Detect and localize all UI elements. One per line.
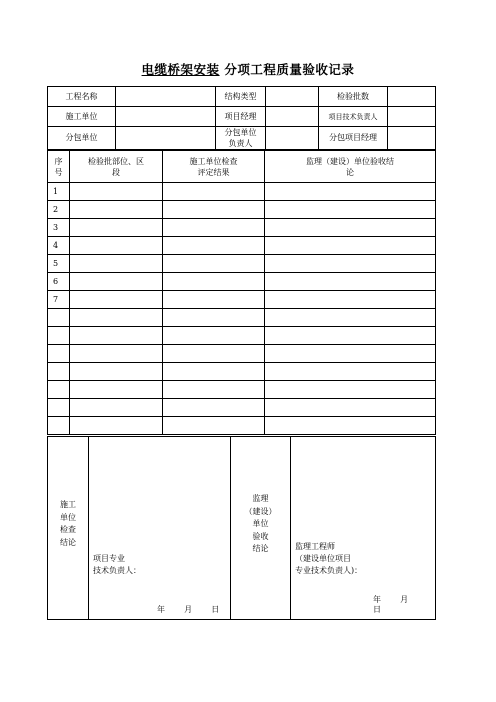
- row-contractor-check[interactable]: [163, 273, 265, 291]
- row-supervisor-result[interactable]: [265, 291, 436, 309]
- page-title: [0, 60, 496, 78]
- row-supervisor-result[interactable]: [265, 417, 436, 435]
- row-contractor-check[interactable]: [163, 201, 265, 219]
- label-project-name: 工程名称: [48, 87, 116, 107]
- row-seq: [48, 345, 70, 363]
- row-supervisor-result[interactable]: [265, 201, 436, 219]
- value-batch-count[interactable]: [388, 87, 436, 107]
- row-seq: 1: [48, 183, 70, 201]
- contractor-signatory: [93, 553, 141, 577]
- header-contractor-check: [163, 151, 265, 183]
- row-seq: [48, 417, 70, 435]
- supervisor-label-line: 单位: [252, 519, 269, 528]
- value-sub-lead[interactable]: [266, 127, 319, 150]
- table-row: [48, 219, 436, 237]
- supervisor-signatory: [295, 541, 362, 577]
- row-contractor-check[interactable]: [163, 381, 265, 399]
- label-batch-count: 检验批数: [319, 87, 388, 107]
- table-row: [48, 183, 436, 201]
- contractor-label-line: 结论: [60, 537, 76, 547]
- row-supervisor-result[interactable]: [265, 255, 436, 273]
- row-batch-part[interactable]: [70, 309, 163, 327]
- row-contractor-check[interactable]: [163, 291, 265, 309]
- table-row: [48, 201, 436, 219]
- row-contractor-check[interactable]: [163, 237, 265, 255]
- row-supervisor-result[interactable]: [265, 273, 436, 291]
- contractor-sign-line: 项目专业: [93, 554, 125, 563]
- supervisor-conclusion-cell[interactable]: [291, 437, 436, 620]
- row-supervisor-result[interactable]: [265, 327, 436, 345]
- supervisor-sign-line: 监理工程师: [295, 542, 335, 551]
- date-day: 日: [373, 605, 381, 614]
- header-supervisor-result-text: 监理（建设）单位验收结论: [306, 156, 394, 177]
- contractor-date: [157, 605, 219, 615]
- row-batch-part[interactable]: [70, 363, 163, 381]
- row-contractor-check[interactable]: [163, 219, 265, 237]
- row-supervisor-result[interactable]: [265, 363, 436, 381]
- table-row: [48, 363, 436, 381]
- row-batch-part[interactable]: [70, 219, 163, 237]
- table-row: [48, 237, 436, 255]
- supervisor-label-line: 监理: [252, 494, 269, 503]
- row-contractor-check[interactable]: [163, 345, 265, 363]
- title-suffix: 分项工程质量验收记录: [224, 62, 355, 77]
- row-seq: [48, 327, 70, 345]
- row-seq: 5: [48, 255, 70, 273]
- row-seq: [48, 381, 70, 399]
- row-seq: 7: [48, 291, 70, 309]
- label-subcontractor: 分包单位: [48, 127, 116, 150]
- value-subcontractor[interactable]: [116, 127, 216, 150]
- row-seq: [48, 309, 70, 327]
- label-project-manager: 项目经理: [216, 107, 266, 127]
- sub-lead-text: 分包单位负责人: [224, 128, 257, 148]
- item-rows: [48, 183, 436, 435]
- table-row: [48, 327, 436, 345]
- row-batch-part[interactable]: [70, 291, 163, 309]
- contractor-sign-line: 技术负责人：: [93, 566, 141, 575]
- signature-table: [47, 436, 436, 620]
- header-batch-part-text: 检验批部位、区段: [88, 156, 144, 177]
- supervisor-sign-line: （建设单位项目: [295, 554, 351, 563]
- supervisor-label-line: 验收: [252, 531, 269, 541]
- contractor-label-line: 施工: [60, 500, 76, 509]
- contractor-label-line: 检查: [60, 525, 76, 534]
- value-tech-lead[interactable]: [388, 107, 436, 127]
- contractor-label-cell: [48, 437, 89, 620]
- date-month: 月: [400, 595, 409, 604]
- date-month: 月: [184, 605, 193, 614]
- header-supervisor-result: [265, 151, 436, 183]
- supervisor-label-cell: [231, 437, 291, 620]
- row-contractor-check[interactable]: [163, 327, 265, 345]
- supervisor-date: [373, 595, 435, 615]
- row-batch-part[interactable]: [70, 237, 163, 255]
- row-seq: 2: [48, 201, 70, 219]
- row-supervisor-result[interactable]: [265, 381, 436, 399]
- table-row: [48, 273, 436, 291]
- row-batch-part[interactable]: [70, 183, 163, 201]
- row-seq: [48, 363, 70, 381]
- header-seq: [48, 151, 70, 183]
- row-contractor-check[interactable]: [163, 417, 265, 435]
- row-seq: [48, 399, 70, 417]
- row-supervisor-result[interactable]: [265, 237, 436, 255]
- label-tech-lead: 项目技术负责人: [319, 107, 388, 127]
- date-day: 日: [211, 605, 220, 614]
- row-contractor-check[interactable]: [163, 183, 265, 201]
- label-contractor: 施工单位: [48, 107, 116, 127]
- value-project-manager[interactable]: [266, 107, 319, 127]
- row-batch-part[interactable]: [70, 255, 163, 273]
- info-table: [47, 86, 436, 150]
- row-supervisor-result[interactable]: [265, 219, 436, 237]
- contractor-conclusion-cell[interactable]: [89, 437, 231, 620]
- header-contractor-check-text: 施工单位检查评定结果: [189, 156, 238, 177]
- row-contractor-check[interactable]: [163, 399, 265, 417]
- label-sub-manager: 分包项目经理: [319, 127, 388, 150]
- label-sub-lead: [216, 127, 266, 150]
- supervisor-sign-line: 专业技术负责人)：: [295, 566, 363, 575]
- date-year: 年: [373, 595, 381, 604]
- label-structure-type: 结构类型: [216, 87, 266, 107]
- row-seq: 6: [48, 273, 70, 291]
- row-supervisor-result[interactable]: [265, 309, 436, 327]
- value-contractor[interactable]: [116, 107, 216, 127]
- row-batch-part[interactable]: [70, 273, 163, 291]
- row-batch-part[interactable]: [70, 345, 163, 363]
- row-supervisor-result[interactable]: [265, 399, 436, 417]
- row-batch-part[interactable]: [70, 381, 163, 399]
- supervisor-acceptance-label: [231, 493, 290, 556]
- row-contractor-check[interactable]: [163, 309, 265, 327]
- header-seq-text: 序号: [54, 156, 63, 177]
- row-contractor-check[interactable]: [163, 363, 265, 381]
- value-structure-type[interactable]: [266, 87, 319, 107]
- title-subject: 电缆桥架安装: [141, 62, 220, 77]
- contractor-check-label: [48, 499, 88, 549]
- row-contractor-check[interactable]: [163, 255, 265, 273]
- row-supervisor-result[interactable]: [265, 345, 436, 363]
- header-batch-part: [70, 151, 163, 183]
- value-project-name[interactable]: [116, 87, 216, 107]
- items-table: [47, 150, 436, 435]
- contractor-label-line: 单位: [60, 512, 76, 522]
- table-row: [48, 255, 436, 273]
- row-batch-part[interactable]: [70, 327, 163, 345]
- table-row: [48, 309, 436, 327]
- table-row: [48, 345, 436, 363]
- table-row: [48, 291, 436, 309]
- table-row: [48, 417, 436, 435]
- value-sub-manager[interactable]: [388, 127, 436, 150]
- supervisor-label-line: 结论: [252, 544, 269, 553]
- table-row: [48, 381, 436, 399]
- row-batch-part[interactable]: [70, 399, 163, 417]
- row-batch-part[interactable]: [70, 417, 163, 435]
- row-seq: 3: [48, 219, 70, 237]
- row-batch-part[interactable]: [70, 201, 163, 219]
- date-year: 年: [157, 605, 165, 614]
- row-supervisor-result[interactable]: [265, 183, 436, 201]
- supervisor-label-line: （建设）: [244, 506, 277, 516]
- row-seq: 4: [48, 237, 70, 255]
- table-row: [48, 399, 436, 417]
